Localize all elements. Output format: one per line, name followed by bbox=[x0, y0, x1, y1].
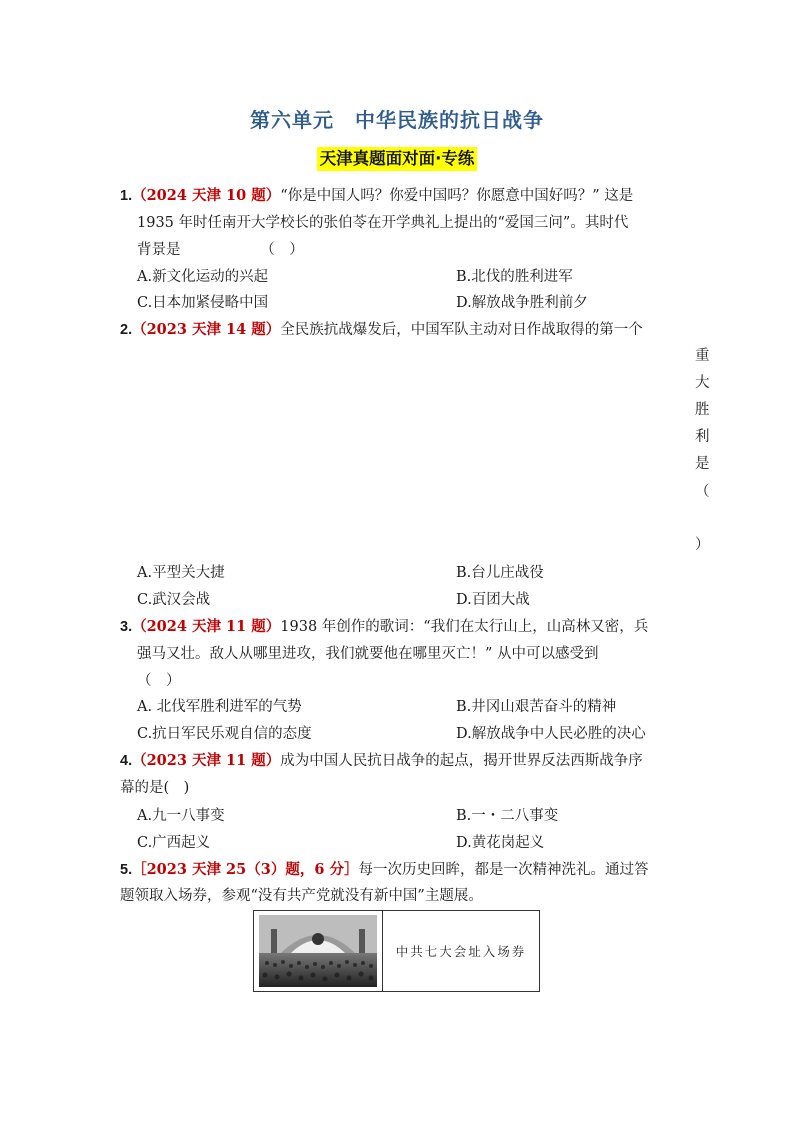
question-3-line-3: （ ） bbox=[137, 673, 181, 689]
option-c[interactable]: C.抗日军民乐观自信的态度 bbox=[137, 726, 312, 742]
question-source: （2024 天津 10 题） bbox=[132, 187, 281, 204]
question-source: （2024 天津 11 题） bbox=[132, 618, 281, 635]
option-c[interactable]: C.日本加紧侵略中国 bbox=[137, 295, 269, 311]
vertical-char: 重 bbox=[695, 348, 710, 364]
question-number: 4. bbox=[120, 753, 133, 769]
question-source: （2023 天津 11 题） bbox=[132, 752, 281, 769]
subtitle-wrap bbox=[0, 147, 794, 171]
option-b[interactable]: B.台儿庄战役 bbox=[456, 565, 544, 581]
page-title: 第六单元 中华民族的抗日战争 bbox=[250, 108, 544, 132]
assembly-hall-photo bbox=[259, 915, 377, 987]
question-number: 3. bbox=[120, 619, 133, 635]
question-1-line-1 bbox=[120, 186, 633, 206]
option-d[interactable]: D.黄花岗起义 bbox=[456, 835, 545, 851]
question-5-line-1 bbox=[120, 860, 648, 880]
question-3-line-2: 强马又壮。敌人从哪里进攻，我们就要他在哪里灭亡！” 从中可以感受到 bbox=[137, 646, 599, 662]
option-c[interactable]: C.广西起义 bbox=[137, 835, 211, 851]
ticket-label: 中共七大会址入场券 bbox=[395, 944, 527, 959]
question-text: “你是中国人吗？你爱中国吗？你愿意中国好吗？” 这是 bbox=[280, 188, 634, 204]
question-5-line-2: 题领取入场券，参观“没有共产党就没有新中国”主题展。 bbox=[120, 888, 483, 904]
option-a[interactable]: A. 北伐军胜利进军的气势 bbox=[137, 699, 302, 715]
option-d[interactable]: D.解放战争中人民必胜的决心 bbox=[456, 726, 646, 742]
question-source: （2023 天津 14 题） bbox=[132, 321, 281, 338]
question-source: ［2023 天津 25（3）题，6 分］ bbox=[132, 861, 359, 878]
option-d[interactable]: D.百团大战 bbox=[456, 592, 530, 608]
ticket-figure bbox=[253, 910, 540, 992]
question-3-line-1 bbox=[120, 617, 648, 637]
vertical-char: 利 bbox=[695, 429, 710, 445]
question-number: 1. bbox=[120, 188, 133, 204]
vertical-char: 胜 bbox=[695, 402, 710, 418]
question-1-line-3: 背景是 （ ） bbox=[137, 242, 304, 258]
question-number: 5. bbox=[120, 862, 133, 878]
option-a[interactable]: A.九一八事变 bbox=[137, 808, 225, 824]
question-text: 成为中国人民抗日战争的起点，揭开世界反法西斯战争序 bbox=[280, 753, 643, 769]
option-c[interactable]: C.武汉会战 bbox=[137, 592, 211, 608]
option-b[interactable]: B.井冈山艰苦奋斗的精神 bbox=[456, 699, 617, 715]
option-d[interactable]: D.解放战争胜利前夕 bbox=[456, 295, 588, 311]
option-b[interactable]: B.北伐的胜利进军 bbox=[456, 269, 573, 285]
question-text: 每一次历史回眸，都是一次精神洗礼。通过答 bbox=[358, 862, 649, 878]
option-b[interactable]: B.一・二八事变 bbox=[456, 808, 559, 824]
question-number: 2. bbox=[120, 322, 133, 338]
question-4-line-2: 幕的是( ) bbox=[120, 780, 190, 796]
vertical-char: ） bbox=[695, 537, 710, 553]
vertical-char: （ bbox=[695, 484, 710, 500]
question-2-line-1 bbox=[120, 320, 643, 340]
option-a[interactable]: A.平型关大捷 bbox=[137, 565, 225, 581]
question-text: 1938 年创作的歌词：“我们在太行山上，山高林又密，兵 bbox=[280, 619, 649, 635]
ticket-photo-cell bbox=[254, 911, 383, 991]
vertical-char: 是 bbox=[695, 456, 710, 472]
question-text: 全民族抗战爆发后，中国军队主动对日作战取得的第一个 bbox=[280, 322, 643, 338]
question-4-line-1 bbox=[120, 751, 643, 771]
option-a[interactable]: A.新文化运动的兴起 bbox=[137, 269, 269, 285]
vertical-char: 大 bbox=[695, 375, 710, 391]
page-subtitle: 天津真题面对面·专练 bbox=[317, 147, 478, 171]
question-1-line-2: 1935 年时任南开大学校长的张伯苓在开学典礼上提出的“爱国三问”。其时代 bbox=[137, 215, 629, 231]
